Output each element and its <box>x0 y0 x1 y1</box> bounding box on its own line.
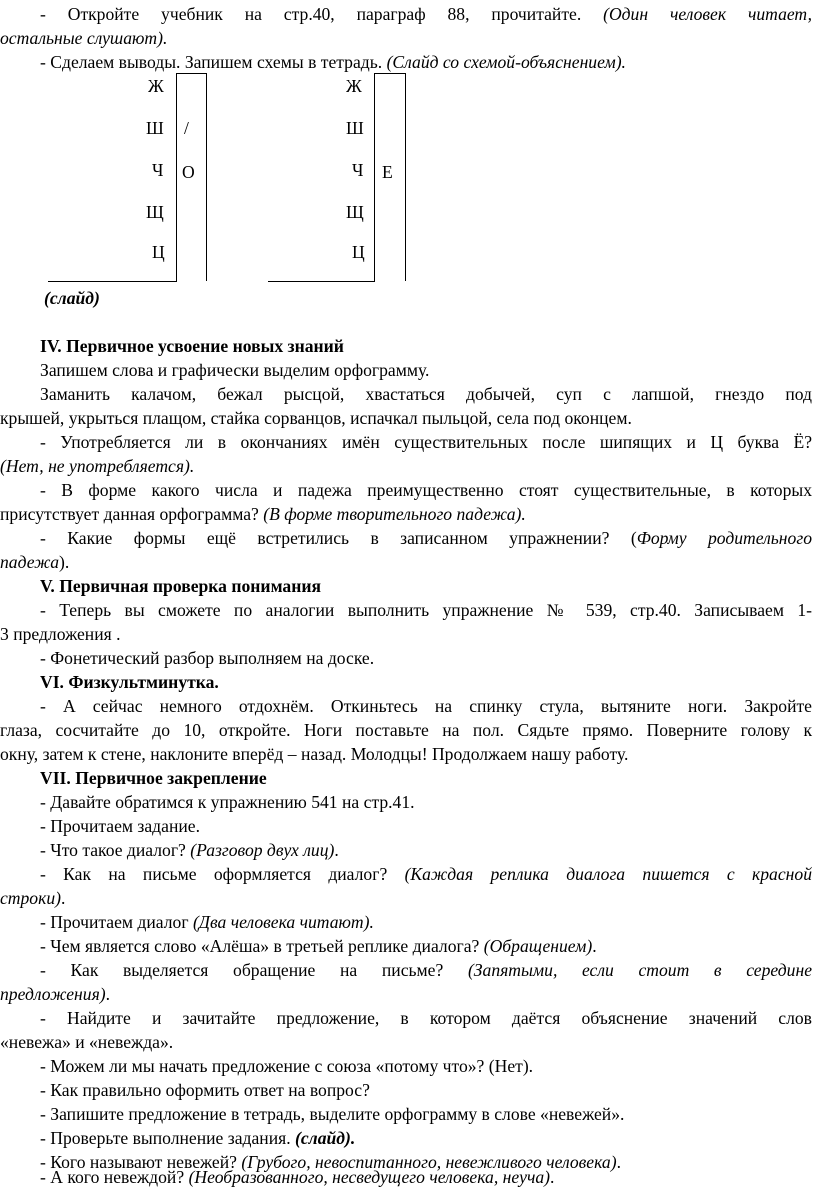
sec7-q14-dot: . <box>550 1167 555 1187</box>
sec7-q6 <box>0 934 816 958</box>
sec7-q7-dot: . <box>105 984 111 1004</box>
sec5-p1-line1: - Теперь вы сможете по аналогии выполнить упражнение № 539, стр.40. Записываем 1- <box>40 600 812 620</box>
sec5-p2: - Фонетический разбор выполняем на доске. <box>40 648 375 668</box>
sec7-q5-text: - Прочитаем диалог <box>40 912 189 932</box>
sec7-q4-line1 <box>0 862 816 886</box>
sec5-p1-line2: 3 предложения . <box>0 624 121 644</box>
sec4-p4-line1: - В форме какого числа и падежа преимущественно стоят существительные, в которых <box>40 480 812 500</box>
sec7-q12-text: - Проверьте выполнение задания. <box>40 1128 291 1148</box>
sec7-q3 <box>0 838 816 862</box>
intro-line-2 <box>0 26 816 50</box>
intro-remark: (Один человек читает, <box>603 4 812 24</box>
sec4-p1: Запишем слова и графически выделим орфограмму. <box>40 360 430 380</box>
sec7-q4-answer: (Каждая реплика диалога пишется с красной <box>404 864 812 884</box>
slide-label: (слайд) <box>44 288 100 308</box>
sec4-p4-text: присутствует данная орфограмма? <box>0 504 259 524</box>
sec4-p4-line2 <box>0 502 816 526</box>
sec7-q7-answer-cont: предложения) <box>0 984 106 1004</box>
scheme-left-letter: Ч <box>152 160 164 180</box>
sec6-p1-line1: - А сейчас немного отдохнём. Откиньтесь на спинку стула, вытяните ноги. Закройте <box>40 696 812 716</box>
sec7-q4-text: - Как на письме оформляется диалог? <box>40 864 388 884</box>
sec7-q9: - Можем ли мы начать предложение с союза «потому что»? (Нет). <box>40 1056 534 1076</box>
scheme-left-letter: Ш <box>146 118 164 138</box>
sec7-q13-dot: . <box>616 1152 621 1172</box>
sec7-q3-answer: (Разговор двух лиц) <box>190 840 335 860</box>
scheme-right-divider <box>374 73 375 281</box>
sec7-q14-text: - А кого невеждой? <box>40 1167 185 1187</box>
sec4-p3-line1: - Употребляется ли в окончаниях имён существительных после шипящих и Ц буква Ё? <box>40 432 812 452</box>
sec4-p5-line1 <box>0 526 816 550</box>
sec7-q8-line1: - Найдите и зачитайте предложение, в котором даётся объяснение значений слов <box>40 1008 812 1028</box>
sec7-q6-dot: . <box>592 936 597 956</box>
sec4-p2-line1: Заманить калачом, бежал рысцой, хвастаться добычей, суп с лапшой, гнездо под <box>40 384 812 404</box>
sec6-p1-line2: глаза, сосчитайте до 10, откройте. Ноги поставьте на пол. Сядьте прямо. Поверните голову к <box>0 720 812 740</box>
sec4-p3-line2 <box>0 454 816 478</box>
sec7-q6-answer: (Обращением) <box>483 936 593 956</box>
sec7-q12 <box>0 1126 816 1150</box>
sec7-q6-text: - Чем является слово «Алёша» в третьей реплике диалога? <box>40 936 480 956</box>
sec7-q5 <box>0 910 816 934</box>
scheme-left-slash: / <box>184 118 189 138</box>
sec7-q3-dot: . <box>334 840 339 860</box>
scheme-left-letter: Ц <box>152 242 165 262</box>
section-iv-title: IV. Первичное усвоение новых знаний <box>40 336 344 356</box>
scheme-right-top <box>374 73 406 74</box>
scheme-left-letter: Щ <box>146 202 164 222</box>
sec7-q7-answer: (Запятыми, если стоит в середине <box>467 960 813 980</box>
sec4-p4-answer: (В форме творительного падежа). <box>263 504 526 524</box>
sec7-q1: - Давайте обратимся к упражнению 541 на стр.41. <box>40 792 415 812</box>
intro-line-1 <box>0 2 816 26</box>
scheme-right-letter: Ц <box>352 242 365 262</box>
sec7-q12-slide: (слайд). <box>295 1128 356 1148</box>
scheme-left-top <box>176 73 207 74</box>
sec7-q7-text: - Как выделяется обращение на письме? <box>40 960 444 980</box>
sec7-q4-line2 <box>0 886 816 910</box>
sec7-q13-text: - Кого называют невежей? <box>40 1152 237 1172</box>
intro-text: - Откройте учебник на стр.40, параграф 88, прочитайте. <box>40 4 582 24</box>
sec7-q4-dot: . <box>61 888 66 908</box>
intro-line-3 <box>0 50 816 74</box>
scheme-left-baseline <box>48 281 177 282</box>
slide-note <box>44 286 244 310</box>
sec4-p5-line2 <box>0 550 816 574</box>
sec7-q14-answer: (Необразованного, несведущего человека, неуча) <box>188 1167 551 1187</box>
sec7-q8-line2: «невежа» и «невежда». <box>0 1032 174 1052</box>
sec4-p5-text: - Какие формы ещё встретились в записанном упражнении? ( <box>40 528 637 548</box>
sec7-q2: - Прочитаем задание. <box>40 816 200 836</box>
intro-remark-cont: остальные слушают). <box>0 28 168 48</box>
scheme-left-letter: Ж <box>148 76 164 96</box>
sec4-p5-close: ). <box>59 552 70 572</box>
sec7-q3-text: - Что такое диалог? <box>40 840 186 860</box>
scheme-left-vowel: О <box>182 162 195 182</box>
sec7-q5-answer: (Два человека читают). <box>192 912 374 932</box>
scheme-right-vowel: Е <box>382 162 393 182</box>
conclusion-remark: (Слайд со схемой-объяснением). <box>386 52 626 72</box>
sec7-q7-line1 <box>0 958 816 982</box>
sec7-q7-line2 <box>0 982 816 1006</box>
scheme-right-letter: Щ <box>346 202 364 222</box>
sec7-q10: - Как правильно оформить ответ на вопрос? <box>40 1080 370 1100</box>
sec7-q14 <box>0 1166 816 1188</box>
scheme-left-divider <box>176 73 177 281</box>
sec6-p1-line3: окну, затем к стене, наклоните вперёд – назад. Молодцы! Продолжаем нашу работу. <box>0 744 629 764</box>
sec4-p2-line2: крышей, укрыться плащом, стайка сорванцов, испачкал пыльцой, села под оконцем. <box>0 408 632 428</box>
scheme-right-letter: Ч <box>352 160 364 180</box>
scheme-right-baseline <box>268 281 375 282</box>
scheme-right-border <box>405 73 406 281</box>
sec7-q13-answer: (Грубого, невоспитанного, невежливого человека) <box>241 1152 617 1172</box>
sec4-p3-answer: (Нет, не употребляется). <box>0 456 195 476</box>
scheme-right-letter: Ж <box>346 76 362 96</box>
sec7-q4-answer-cont: строки) <box>0 888 61 908</box>
scheme-left-border <box>206 73 207 281</box>
section-vii-title: VII. Первичное закрепление <box>40 768 267 788</box>
section-v-title: V. Первичная проверка понимания <box>40 576 322 596</box>
scheme-right-letter: Ш <box>346 118 364 138</box>
sec4-p5-answer-cont: падежа <box>0 552 60 572</box>
sec4-p5-answer: Форму родительного <box>636 528 812 548</box>
section-vi-title: VI. Физкультминутка. <box>40 672 219 692</box>
sec7-q11: - Запишите предложение в тетрадь, выделите орфограмму в слове «невежей». <box>40 1104 625 1124</box>
conclusion-text: - Сделаем выводы. Запишем схемы в тетрадь. <box>40 52 383 72</box>
